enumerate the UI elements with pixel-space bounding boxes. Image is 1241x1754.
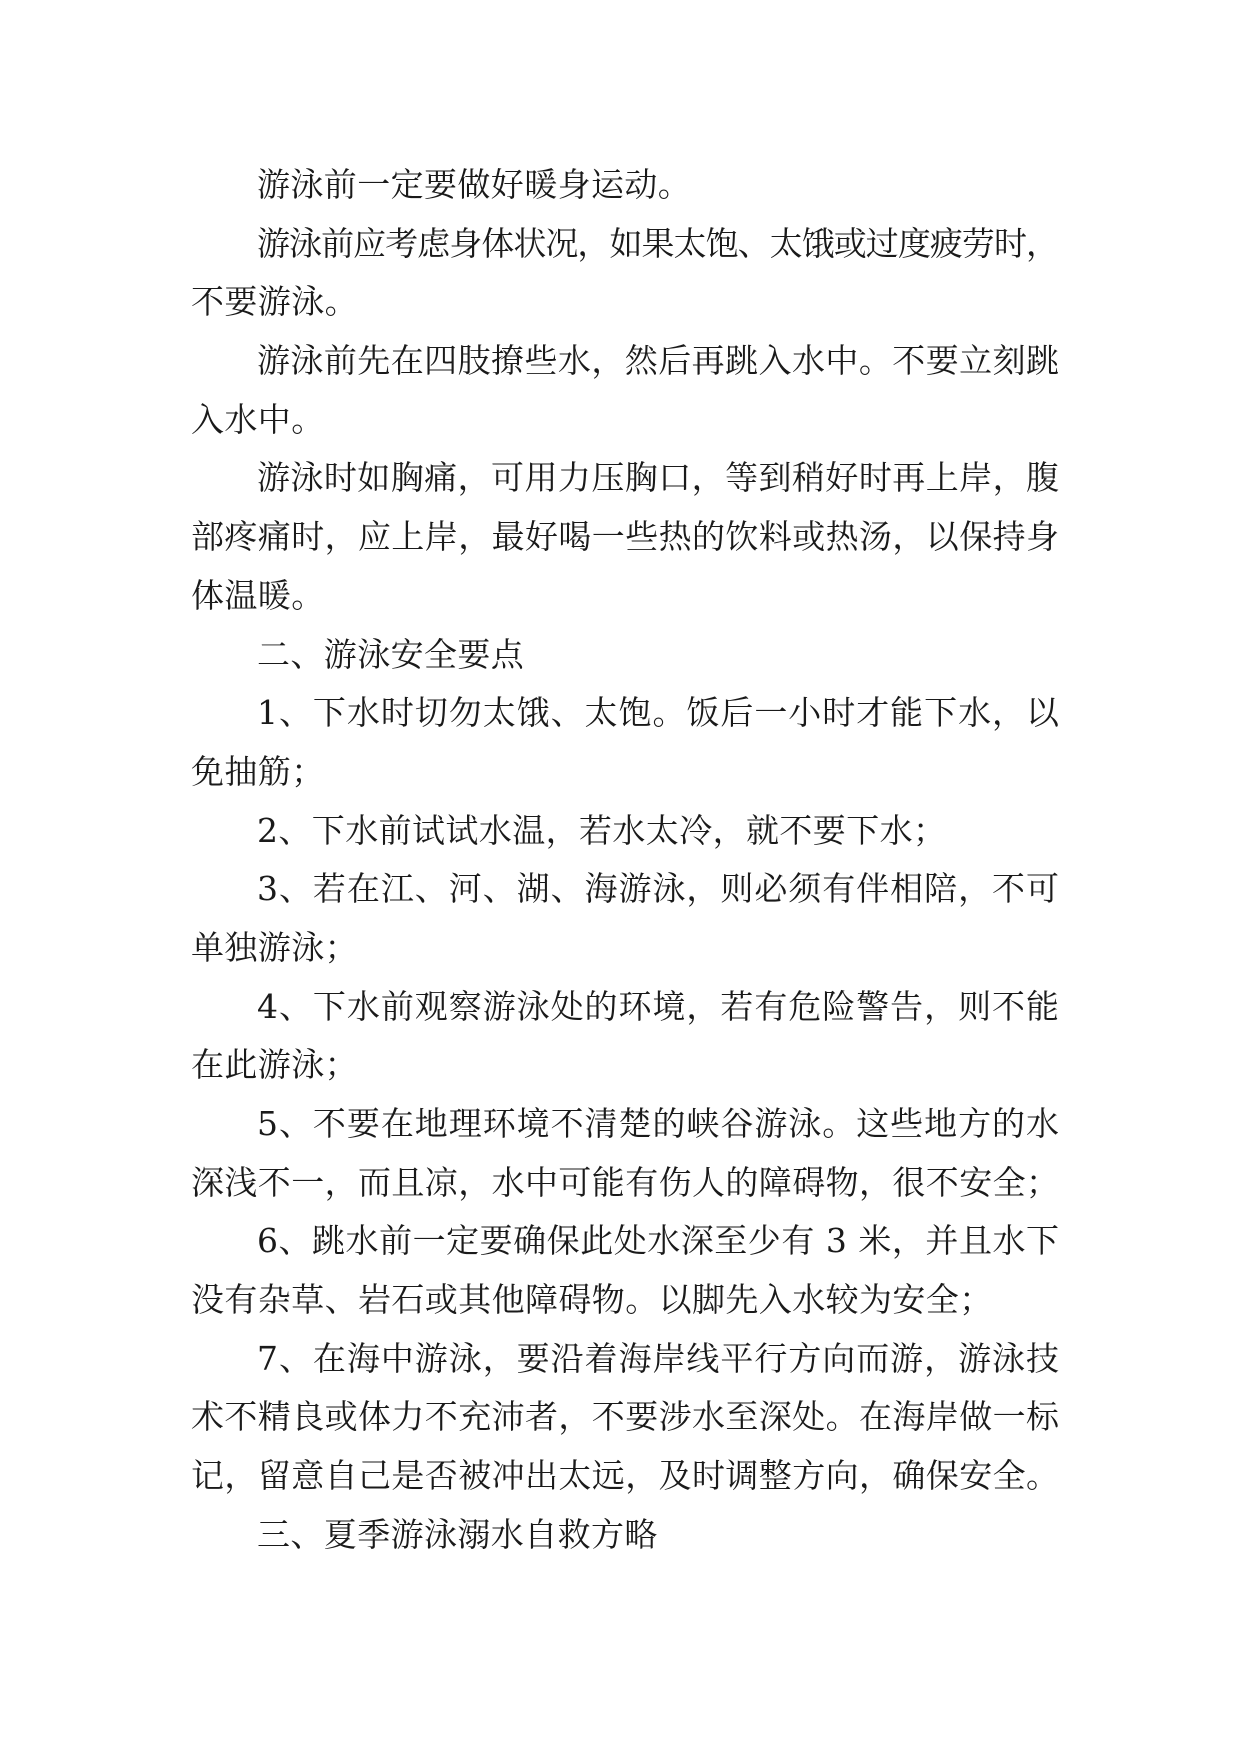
safety-tip-item xyxy=(191,1330,1059,1506)
paragraph-line: 入水中。 xyxy=(191,399,325,439)
safety-tip-item xyxy=(191,1095,1059,1212)
section-heading-self-rescue xyxy=(191,1506,1059,1565)
safety-tip-item xyxy=(191,684,1059,801)
paragraph-line: 游泳前先在四肢撩些水，然后再跳入水中。不要立刻跳 xyxy=(257,341,1060,381)
paragraph-line: 术不精良或体力不充沛者，不要涉水至深处。在海岸做一标 xyxy=(191,1397,1060,1437)
paragraph-line: 3、若在江、河、湖、海游泳，则必须有伴相陪，不可 xyxy=(257,869,1060,909)
paragraph-line: 不要游泳。 xyxy=(191,282,358,322)
paragraph-line: 游泳前应考虑身体状况，如果太饱、太饿或过度疲劳时， xyxy=(257,223,1059,263)
paragraph-line: 体温暖。 xyxy=(191,575,325,615)
document-page xyxy=(191,156,1059,1565)
paragraph-chest-pain xyxy=(191,449,1059,625)
paragraph-line: 6、跳水前一定要确保此处水深至少有 3 米，并且水下 xyxy=(257,1221,1060,1261)
paragraph-line: 7、在海中游泳，要沿着海岸线平行方向而游，游泳技 xyxy=(257,1338,1060,1378)
paragraph-warmup xyxy=(191,156,1059,215)
paragraph-line: 部疼痛时，应上岸，最好喝一些热的饮料或热汤，以保持身 xyxy=(191,517,1060,557)
paragraph-line: 记，留意自己是否被冲出太远，及时调整方向，确保安全。 xyxy=(191,1456,1060,1496)
safety-tip-item xyxy=(191,860,1059,977)
paragraph-line: 游泳时如胸痛，可用力压胸口，等到稍好时再上岸，腹 xyxy=(257,458,1060,498)
paragraph-splash-water xyxy=(191,332,1059,449)
section-heading-safety-points xyxy=(191,626,1059,685)
paragraph-line: 深浅不一，而且凉，水中可能有伤人的障碍物，很不安全； xyxy=(191,1162,1060,1202)
paragraph-line: 在此游泳； xyxy=(191,1045,358,1085)
paragraph-body-condition xyxy=(191,215,1059,332)
safety-tip-item xyxy=(191,1212,1059,1329)
paragraph-line: 1、下水时切勿太饿、太饱。饭后一小时才能下水，以 xyxy=(257,693,1060,733)
section-heading: 二、游泳安全要点 xyxy=(257,634,525,674)
paragraph-line: 4、下水前观察游泳处的环境，若有危险警告，则不能 xyxy=(257,986,1060,1026)
paragraph-line: 免抽筋； xyxy=(191,751,325,791)
paragraph-line: 5、不要在地理环境不清楚的峡谷游泳。这些地方的水 xyxy=(257,1104,1060,1143)
paragraph-line: 单独游泳； xyxy=(191,927,358,967)
paragraph-line: 没有杂草、岩石或其他障碍物。以脚先入水较为安全； xyxy=(191,1280,993,1320)
section-heading: 三、夏季游泳溺水自救方略 xyxy=(257,1514,658,1554)
paragraph-line: 2、下水前试试水温，若水太冷，就不要下水； xyxy=(257,810,947,850)
safety-tip-item xyxy=(191,978,1059,1095)
paragraph-line: 游泳前一定要做好暖身运动。 xyxy=(257,165,692,204)
safety-tip-item xyxy=(191,802,1059,861)
